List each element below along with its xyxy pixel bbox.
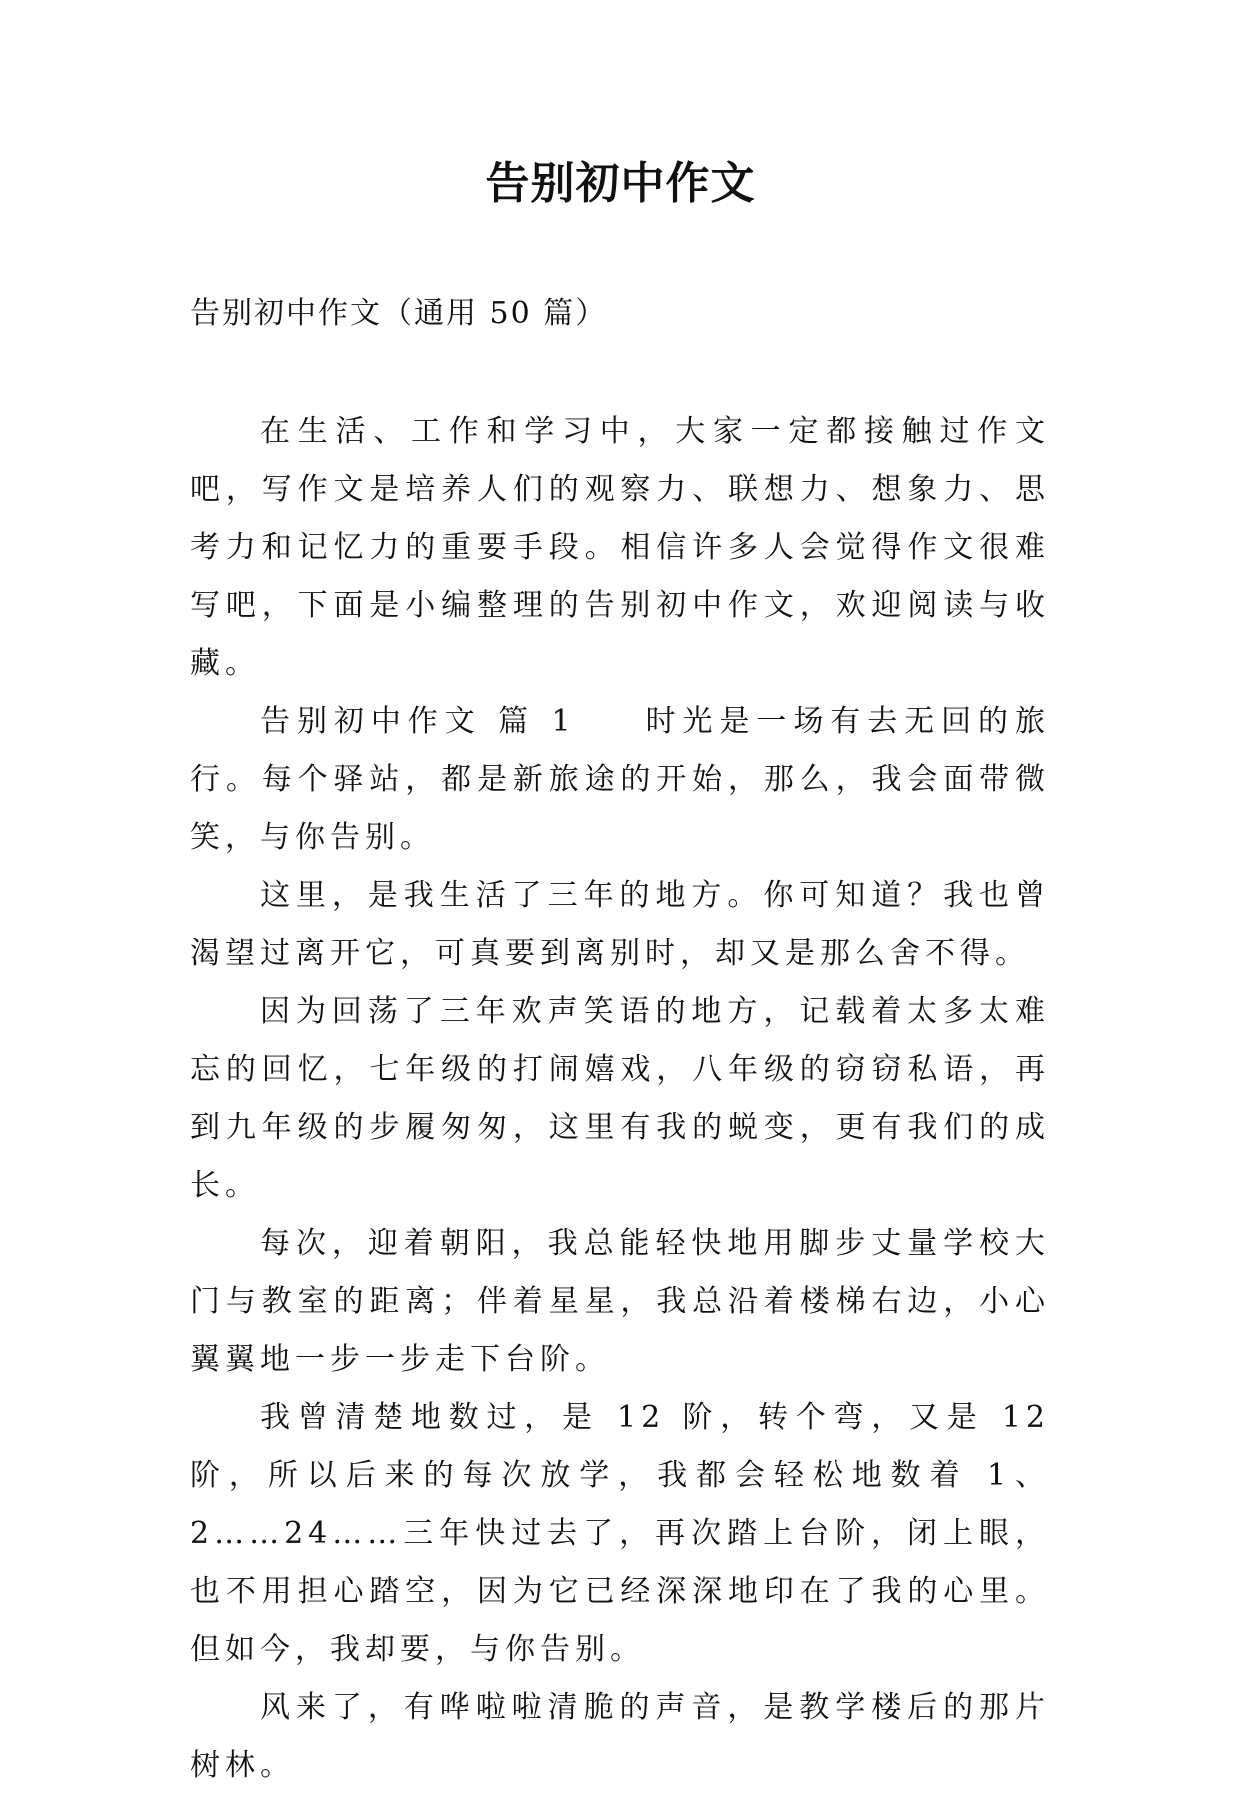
document-title: 告别初中作文 (485, 158, 756, 209)
section-1-heading: 告别初中作文 篇 1 (260, 704, 576, 739)
document-body (190, 403, 1050, 1795)
paragraph: 因为回荡了三年欢声笑语的地方，记载着太多太难忘的回忆，七年级的打闹嬉戏，八年级的窃窃私语，再到九年级的步履匆匆，这里有我的蜕变，更有我们的成长。 (190, 994, 1050, 1203)
paragraph: 风来了，有哗啦啦清脆的声音，是教学楼后的那片树林。 (190, 1690, 1050, 1783)
paragraph: 我曾清楚地数过，是 12 阶，转个弯，又是 12 阶，所以后来的每次放学，我都会轻松地数着 1、2……24……三年快过去了，再次踏上台阶，闭上眼，也不用担心踏空，因为它已经深深地印在了我的心里。但如今，我却要，与你告别。 (190, 1400, 1050, 1667)
section-1-text: 时光是一场有去无回的旅行。每个驿站，都是新旅途的开始，那么，我会面带微笑，与你告别。 (190, 704, 1050, 855)
paragraph: 每次，迎着朝阳，我总能轻快地用脚步丈量学校大门与教室的距离；伴着星星，我总沿着楼梯右边，小心翼翼地一步一步走下台阶。 (190, 1226, 1050, 1377)
document-subtitle: 告别初中作文（通用 50 篇） (190, 296, 608, 331)
section-1-paragraph (190, 693, 1050, 867)
intro-paragraph: 在生活、工作和学习中，大家一定都接触过作文吧，写作文是培养人们的观察力、联想力、想象力、思考力和记忆力的重要手段。相信许多人会觉得作文很难写吧，下面是小编整理的告别初中作文，欢迎阅读与收藏。 (190, 414, 1050, 681)
paragraph: 这里，是我生活了三年的地方。你可知道？我也曾渴望过离开它，可真要到离别时，却又是那么舍不得。 (190, 878, 1050, 971)
